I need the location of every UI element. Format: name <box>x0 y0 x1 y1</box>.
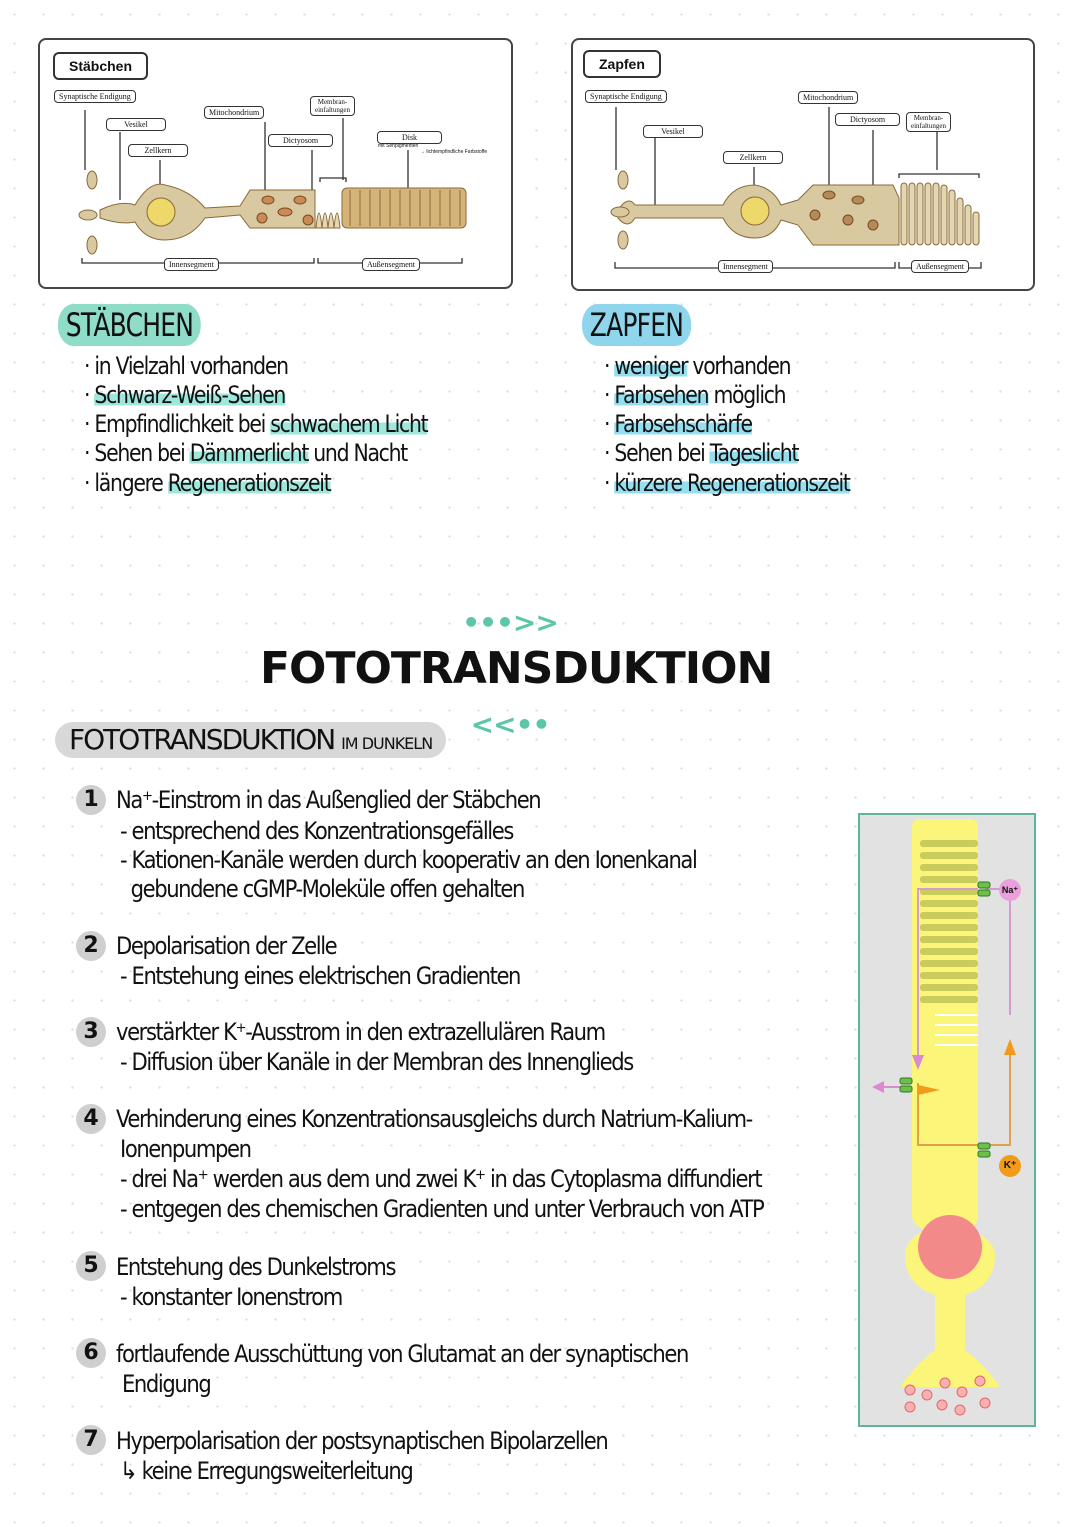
cones-bullet <box>604 469 850 497</box>
disk-note: mit Sehpigmenten <box>378 143 419 149</box>
label-synapse: Synaptische Endigung <box>54 90 136 103</box>
step-line: Entstehung des Dunkelstroms <box>116 1253 396 1281</box>
step-line: ↳ keine Erregungsweiterleitung <box>120 1457 413 1485</box>
label-mito: Mitochondrium <box>204 106 264 119</box>
highlight: schwachem Licht <box>270 410 428 438</box>
highlight: Schwarz-Weiß-Sehen <box>94 381 286 409</box>
label-nucleus: Zellkern <box>128 144 188 157</box>
rods-heading: STÄBCHEN <box>58 304 201 346</box>
highlight: Regenerationszeit <box>167 469 331 497</box>
title-text: FOTOTRANSDUKTION <box>260 643 773 694</box>
step-line: - entsprechend des Konzentrationsgefälles <box>120 817 513 845</box>
highlight: Tageslicht <box>709 439 799 467</box>
step-number: 3 <box>76 1017 106 1047</box>
label-vesicle: Vesikel <box>106 118 166 131</box>
rod-figure <box>38 38 513 289</box>
label-synapse: Synaptische Endigung <box>585 90 667 103</box>
section-title: FOTOTRANSDUKTION <box>69 723 335 756</box>
label-mito: Mitochondrium <box>798 91 858 104</box>
step-number: 7 <box>76 1425 106 1455</box>
highlight: Farbsehen <box>614 381 709 409</box>
dark-current-figure <box>858 813 1036 1427</box>
title-deco-right: <<•• <box>470 708 550 741</box>
sodium-ion-badge: Na⁺ <box>999 879 1021 901</box>
label-membrane: Membran- einfaltungen <box>310 96 355 116</box>
step-number: 2 <box>76 931 106 961</box>
highlight: Dämmerlicht <box>189 439 309 467</box>
text: vorhanden <box>687 352 791 380</box>
cones-bullet <box>604 381 785 409</box>
text: · Sehen bei <box>84 439 190 467</box>
label-inner-segment: Innensegment <box>718 260 773 273</box>
label-membrane: Membran- einfaltungen <box>906 112 951 132</box>
step-line: - Entstehung eines elektrischen Gradienten <box>120 962 521 990</box>
cones-bullet <box>604 410 752 438</box>
text: möglich <box>708 381 786 409</box>
step-line: gebundene cGMP-Moleküle offen gehalten <box>120 875 524 903</box>
text: und Nacht <box>308 439 407 467</box>
highlight: Farbsehschärfe <box>614 410 752 438</box>
step-line: - Kationen-Kanäle werden durch kooperativ an den Ionenkanal <box>120 846 697 874</box>
step-line: Hyperpolarisation der postsynaptischen Bipolarzellen <box>116 1427 608 1455</box>
step-number: 1 <box>76 785 106 815</box>
text: vorhanden <box>184 352 288 380</box>
rods-bullet <box>84 352 288 380</box>
label-vesicle: Vesikel <box>643 125 703 138</box>
rods-bullet <box>84 381 285 409</box>
step-number: 5 <box>76 1251 106 1281</box>
text: · <box>604 352 615 380</box>
label-nucleus: Zellkern <box>723 151 783 164</box>
label-outer-segment: Außensegment <box>362 258 420 271</box>
step-line: Ionenpumpen <box>120 1135 251 1163</box>
highlight: weniger <box>614 352 688 380</box>
step-line: Verhinderung eines Konzentrationsausgleichs durch Natrium-Kalium- <box>116 1105 752 1133</box>
text: · Empfindlichkeit bei <box>84 410 271 438</box>
step-line: - entgegen des chemischen Gradienten und unter Verbrauch von ATP <box>120 1195 764 1223</box>
text: · <box>604 381 615 409</box>
potassium-ion-badge: K⁺ <box>999 1155 1021 1177</box>
rod-title: Stäbchen <box>53 52 148 80</box>
rods-bullet <box>84 410 427 438</box>
text: · <box>604 410 615 438</box>
text: · längere <box>84 469 168 497</box>
text: · <box>84 381 95 409</box>
section-heading <box>55 722 446 758</box>
disk-note-2: → lichtempfindliche Farbstoffe <box>420 149 488 155</box>
text: · <box>604 469 615 497</box>
label-disk: Disk <box>377 131 442 144</box>
cone-figure <box>571 38 1035 291</box>
step-line: Endigung <box>122 1370 211 1398</box>
cones-bullet <box>604 439 798 467</box>
step-number: 4 <box>76 1104 106 1134</box>
text: · in <box>84 352 116 380</box>
label-dictyosom: Dictyosom <box>835 113 900 126</box>
step-line: verstärkter K⁺-Ausstrom in den extrazellulären Raum <box>116 1018 605 1046</box>
title-deco-left: •••>> <box>462 606 558 639</box>
cones-bullet <box>604 352 790 380</box>
step-line: - Diffusion über Kanäle in der Membran des Innenglieds <box>120 1048 633 1076</box>
cones-heading: ZAPFEN <box>582 304 691 346</box>
text: · Sehen bei <box>604 439 710 467</box>
step-number: 6 <box>76 1338 106 1368</box>
text: Vielzahl <box>115 352 185 380</box>
section-subtitle: IM DUNKELN <box>341 734 433 753</box>
step-line: - drei Na⁺ werden aus dem und zwei K⁺ in das Cytoplasma diffundiert <box>120 1165 762 1193</box>
rod-ion-flow-drawing <box>860 815 1034 1425</box>
step-line: Depolarisation der Zelle <box>116 932 337 960</box>
label-inner-segment: Innensegment <box>164 258 219 271</box>
highlight: kürzere Regenerationszeit <box>614 469 850 497</box>
step-line: - konstanter Ionenstrom <box>120 1283 342 1311</box>
label-dictyosom: Dictyosom <box>268 134 333 147</box>
label-outer-segment: Außensegment <box>911 260 969 273</box>
step-line: Na⁺-Einstrom in das Außenglied der Stäbchen <box>116 786 541 814</box>
cone-title: Zapfen <box>583 50 661 78</box>
step-line: fortlaufende Ausschüttung von Glutamat an der synaptischen <box>116 1340 688 1368</box>
rods-bullet <box>84 439 407 467</box>
rods-bullet <box>84 469 330 497</box>
